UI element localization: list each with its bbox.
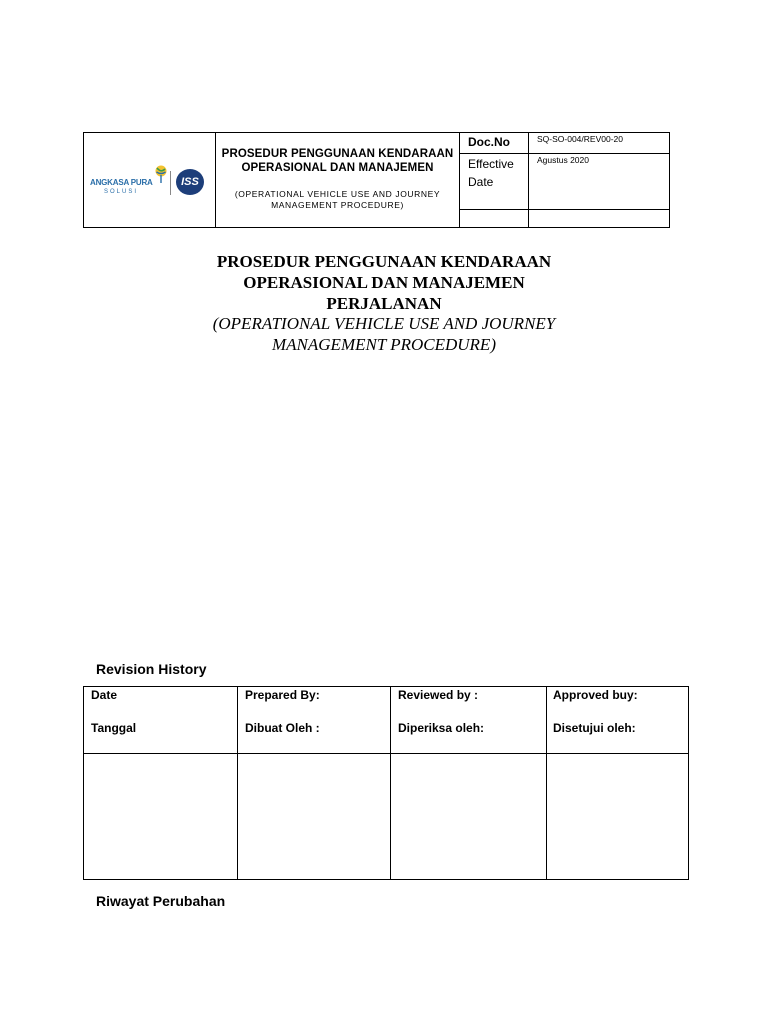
document-subtitle-line-1: (OPERATIONAL VEHICLE USE AND JOURNEY — [212, 314, 556, 333]
revision-footer-label: Riwayat Perubahan — [96, 893, 226, 909]
logo-brand-sub: SOLUSI — [104, 189, 139, 195]
col-label-en: Reviewed by : — [398, 688, 479, 702]
document-header — [83, 132, 670, 228]
col-label-id: Tanggal — [91, 721, 137, 735]
logo-brand-text: ANGKASA PURA — [90, 178, 153, 187]
header-meta-labels — [460, 133, 529, 227]
company-logo — [90, 165, 212, 201]
document-title-line-3: PERJALANAN — [326, 294, 442, 313]
effective-date-label: Effective Date — [468, 157, 514, 189]
revision-col-divider — [390, 687, 391, 879]
document-subtitle-line-2: MANAGEMENT PROCEDURE) — [272, 335, 496, 354]
revision-table — [83, 686, 689, 880]
col-label-en: Date — [91, 688, 118, 702]
col-label-en: Prepared By: — [245, 688, 320, 702]
col-label-id: Disetujui oleh: — [553, 721, 636, 735]
header-divider-2 — [460, 209, 669, 210]
document-title-line-2: OPERASIONAL DAN MANAJEMEN — [243, 273, 525, 292]
revision-col-divider — [546, 687, 547, 879]
header-meta-values — [529, 133, 669, 227]
iss-logo-icon: ISS — [176, 169, 204, 195]
document-title — [0, 251, 768, 314]
doc-no-label: Doc.No — [468, 135, 510, 149]
header-title: PROSEDUR PENGGUNAAN KENDARAAN OPERASIONAL DAN MANAJEMEN — [221, 148, 454, 174]
header-title-cell — [216, 133, 460, 227]
col-label-id: Diperiksa oleh: — [398, 721, 485, 735]
revision-col-divider — [237, 687, 238, 879]
logo-divider — [170, 171, 171, 195]
document-subtitle — [0, 313, 768, 355]
col-label-id: Dibuat Oleh : — [245, 721, 320, 735]
revision-table-divider — [84, 753, 688, 754]
revision-history-heading: Revision History — [96, 661, 207, 677]
angkasa-pura-mark-icon — [154, 165, 168, 183]
effective-date-value: Agustus 2020 — [537, 155, 589, 165]
document-title-line-1: PROSEDUR PENGGUNAAN KENDARAAN — [216, 252, 552, 271]
logo-cell — [84, 133, 216, 227]
col-label-en: Approved buy: — [553, 688, 638, 702]
header-subtitle: (OPERATIONAL VEHICLE USE AND JOURNEY MANAGEMENT PROCEDURE) — [234, 189, 441, 210]
header-divider-1 — [460, 153, 669, 154]
doc-no-value: SQ-SO-004/REV00-20 — [537, 134, 623, 144]
